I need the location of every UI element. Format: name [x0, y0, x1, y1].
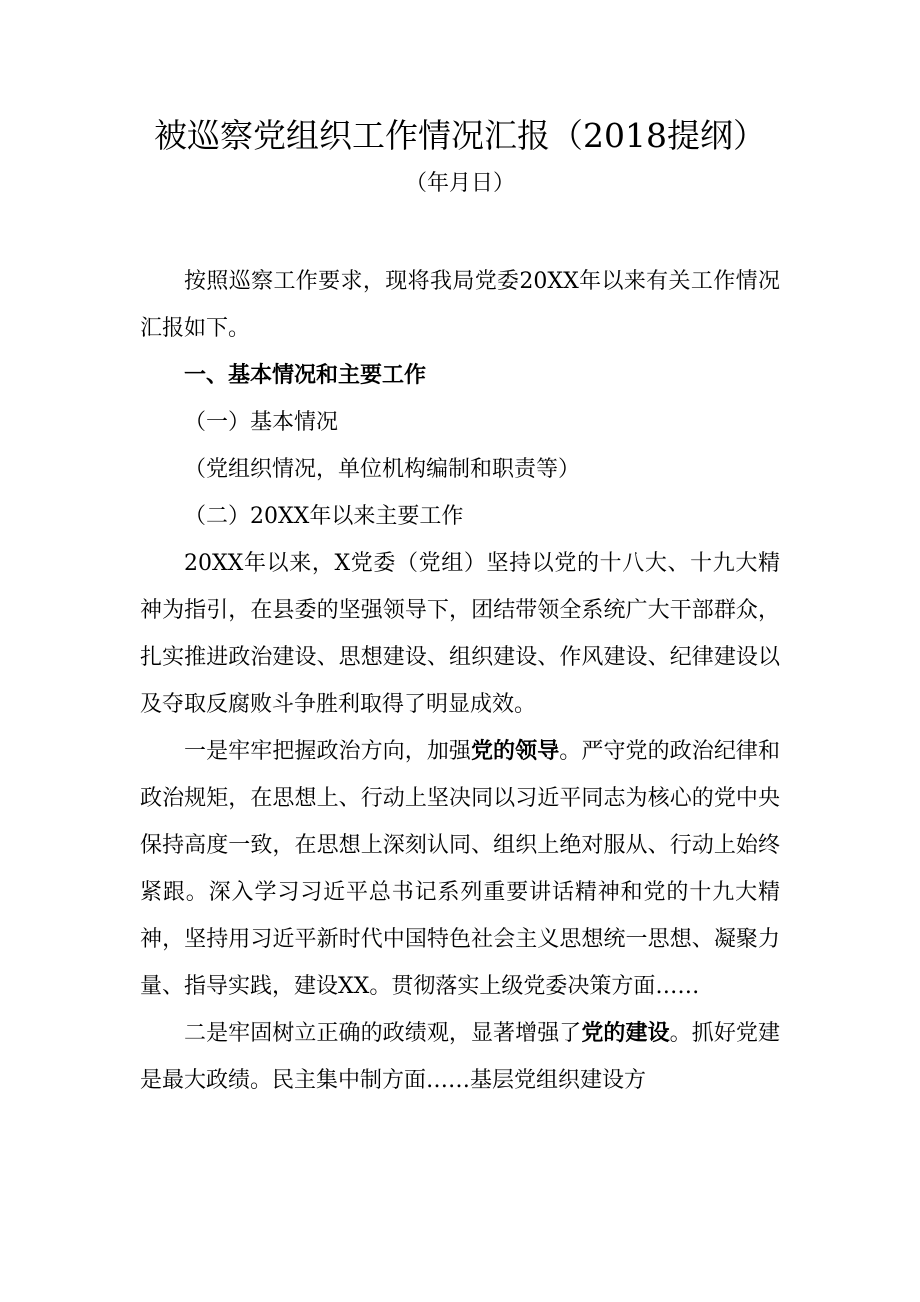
point-one-emphasis: 党的领导: [470, 739, 560, 764]
main-work-paragraph: 20XX年以来，X党委（党组）坚持以党的十八大、十九大精神为指引，在县委的坚强领导下，团结带领全系统广大干部群众，扎实推进政治建设、思想建设、组织建设、作风建设、纪律建设以及夺取反腐败斗争胜利取得了明显成效。: [140, 551, 780, 717]
point-two-paragraph: [140, 1010, 780, 1104]
point-one-text: 。严守党的政治纪律和政治规矩，在思想上、行动上坚决同以习近平同志为核心的党中央保持高度一致，在思想上深刻认同、组织上绝对服从、行动上始终紧跟。深入学习习近平总书记系列重要讲话精神和党的十九大精神，坚持用习近平新时代中国特色社会主义思想统一思想、凝聚力量、指导实践，建设XX。贯彻落实上级党委决策方面……: [140, 739, 780, 999]
document-title: 被巡察党组织工作情况汇报（2018提纲）: [154, 116, 766, 155]
subsection-heading-main-work: （二）20XX年以来主要工作: [184, 504, 464, 529]
point-two-emphasis: 党的建设: [581, 1021, 670, 1046]
point-two-lead: 二是牢固树立正确的政绩观，显著增强了: [184, 1021, 582, 1046]
document-date-line: （年月日）: [404, 171, 515, 196]
intro-paragraph: 按照巡察工作要求，现将我局党委20XX年以来有关工作情况汇报如下。: [140, 269, 780, 341]
document-body: [140, 258, 780, 1104]
point-one-paragraph: [140, 728, 780, 1010]
section-heading-basic-and-main-work: 一、基本情况和主要工作: [184, 363, 427, 388]
point-one-lead: 一是牢牢把握政治方向，加强: [184, 739, 471, 764]
point-two-text: 。抓好党建是最大政绩。民主集中制方面……基层党组织建设方: [140, 1021, 780, 1093]
subsection-note: （党组织情况，单位机构编制和职责等）: [184, 457, 581, 482]
subsection-heading-basic-situation: （一）基本情况: [184, 410, 339, 435]
